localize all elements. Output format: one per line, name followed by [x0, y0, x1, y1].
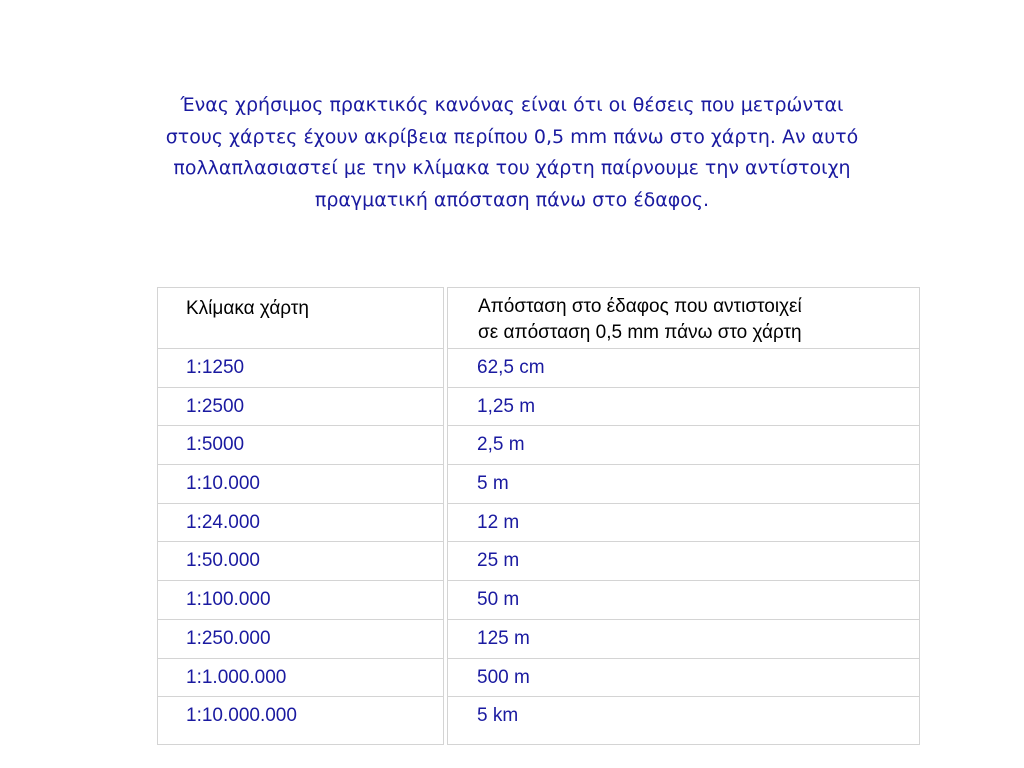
scale-cell: 1:2500 [158, 388, 443, 427]
scale-cell: 1:50.000 [158, 542, 443, 581]
distance-cell: 500 m [448, 659, 919, 698]
scale-cell: 1:250.000 [158, 620, 443, 659]
scale-cell: 1:100.000 [158, 581, 443, 620]
scale-cell: 1:1250 [158, 349, 443, 388]
distance-cell: 5 km [477, 705, 519, 727]
distance-cell: 25 m [448, 542, 919, 581]
scale-cell: 1:10.000 [158, 465, 443, 504]
intro-paragraph [90, 90, 934, 216]
intro-line: Ένας χρήσιμος πρακτικός κανόνας είναι ότι οι θέσεις που μετρώνται [180, 94, 844, 116]
scale-column-header: Κλίμακα χάρτη [158, 288, 443, 349]
intro-line: πολλαπλασιαστεί με την κλίμακα του χάρτη παίρνουμε την αντίστοιχη [173, 157, 851, 179]
scale-cell: 1:24.000 [158, 504, 443, 543]
distance-column-header [448, 288, 919, 349]
distance-cell: 12 m [448, 504, 919, 543]
scale-cell: 1:1.000.000 [158, 659, 443, 698]
distance-header-line: σε απόσταση 0,5 mm πάνω στο χάρτη [478, 322, 802, 343]
distance-cell: 125 m [448, 620, 919, 659]
distance-cell: 62,5 cm [448, 349, 919, 388]
scale-cell: 1:5000 [158, 426, 443, 465]
intro-line: πραγματική απόσταση πάνω στο έδαφος. [314, 188, 710, 211]
scale-column [157, 287, 444, 745]
intro-line: στους χάρτες έχουν ακρίβεια περίπου 0,5 mm πάνω στο χάρτη. Αν αυτό [165, 125, 859, 148]
distance-cell: 2,5 m [448, 426, 919, 465]
distance-cell: 5 m [448, 465, 919, 504]
scale-cell: 1:10.000.000 [186, 705, 297, 727]
distance-cell: 50 m [448, 581, 919, 620]
distance-column [447, 287, 920, 745]
distance-cell: 1,25 m [448, 388, 919, 427]
distance-header-line: Απόσταση στο έδαφος που αντιστοιχεί [478, 296, 802, 317]
